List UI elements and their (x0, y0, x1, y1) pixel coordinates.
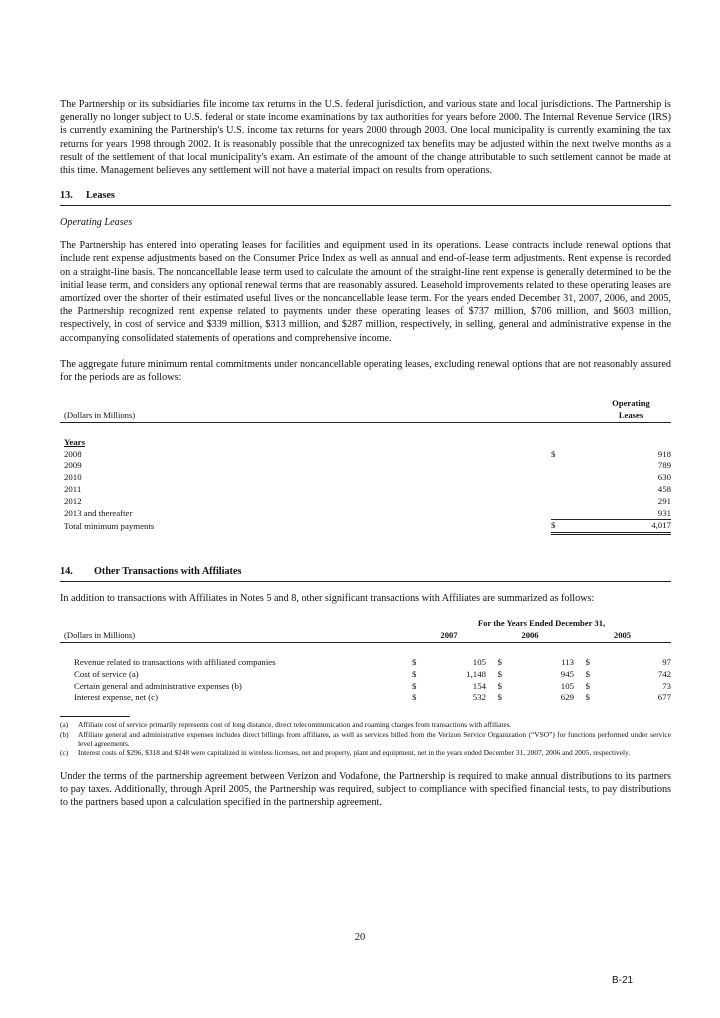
period-header: For the Years Ended December 31, (477, 618, 606, 629)
dollar-sign: $ (497, 668, 502, 679)
dollar-sign: $ (497, 680, 502, 691)
affiliate-value-2005: 677 (657, 692, 671, 703)
units-label: (Dollars in Millions) (64, 410, 136, 421)
affiliate-value-2006: 105 (560, 680, 574, 691)
year-header-2007: 2007 (440, 630, 458, 641)
affiliate-value-2005: 97 (662, 657, 671, 668)
lease-row-label: 2012 (64, 495, 82, 506)
footnote-marker: (b) (60, 729, 69, 739)
lease-row-value: 789 (657, 460, 671, 471)
affiliate-value-2007: 105 (472, 657, 486, 668)
affiliate-header-row (60, 630, 671, 642)
section-14-heading (60, 565, 671, 582)
section-13-number: 13. (60, 190, 73, 202)
dollar-sign: $ (497, 692, 502, 703)
affiliates-intro-paragraph: In addition to transactions with Affiliates in Notes 5 and 8, other significant transactions with Affiliates are summarized as follows: (60, 593, 595, 605)
lease-row-label: 2013 and thereafter (64, 507, 133, 518)
lease-row (60, 460, 671, 472)
years-label: Years (64, 436, 86, 447)
lease-total-label: Total minimum payments (64, 520, 155, 531)
exhibit-page-label: B-21 (612, 975, 634, 986)
dollar-sign: $ (585, 668, 590, 679)
lease-total-row (60, 520, 671, 534)
affiliate-value-2005: 73 (662, 680, 671, 691)
footnote-marker: (c) (60, 748, 69, 758)
years-label-row (60, 437, 671, 449)
footnote-marker: (a) (60, 720, 69, 730)
affiliate-row (60, 681, 671, 693)
dollar-sign: $ (412, 668, 417, 679)
lease-row-label: 2011 (64, 484, 82, 495)
affiliate-row-label: Cost of service (a) (74, 668, 139, 679)
affiliate-value-2006: 945 (560, 668, 574, 679)
affiliate-value-2006: 113 (561, 657, 574, 668)
footnote-separator (60, 716, 130, 717)
affiliate-row-label: Certain general and administrative expenses (b) (74, 680, 242, 691)
affiliate-row-label: Revenue related to transactions with affiliated companies (74, 657, 276, 668)
dollar-sign: $ (551, 520, 591, 534)
section-13-title: Leases (86, 190, 115, 202)
affiliate-row (60, 657, 671, 669)
leases-paragraph: The Partnership has entered into operating leases for facilities and equipment used in its operations. Lease contracts include renewal options that include rent expense adjustments based on the Consumer Price Index as well as annual and end-of-lease term adjustments. Rent expense is recorded on a straight-line basis. The noncancellable lease term used to calculate the amount of the straight-line rent expense is generally determined to be the initial lease term, and considers any optional renewal terms that are reasonably assured. Leasehold improvements related to these operating leases are amortized over the shorter of their estimated useful lives or the noncancellable lease term. For the years ended December 31, 2007, 2006, and 2005, the Partnership recognized rent expense related to payments under these operating leases of $737 million, $706 million, and $603 million, respectively, in cost of service and $339 million, $313 million, and $287 million, respectively, in selling, general and administrative expense in the accompanying consolidated statements of operations and comprehensive income. (60, 240, 671, 344)
dollar-sign: $ (551, 448, 556, 459)
year-header-2005: 2005 (613, 630, 632, 641)
footnote-b (60, 730, 671, 749)
affiliate-transactions-table (60, 618, 671, 704)
col-header-operating: Operating (612, 398, 650, 409)
affiliate-period-row (60, 618, 671, 630)
dollar-sign: $ (412, 692, 417, 703)
dollar-sign: $ (585, 657, 590, 668)
lease-commitments-table (60, 398, 671, 535)
affiliate-row-label: Interest expense, net (c) (74, 692, 159, 703)
section-14-number: 14. (60, 566, 73, 578)
affiliate-row (60, 669, 671, 681)
lease-row (60, 508, 671, 520)
dollar-sign: $ (585, 680, 590, 691)
lease-row (60, 496, 671, 508)
footnotes (60, 720, 671, 758)
dollar-sign: $ (497, 657, 502, 668)
dollar-sign: $ (585, 692, 590, 703)
lease-row-label: 2010 (64, 472, 82, 483)
tax-paragraph: The Partnership or its subsidiaries file income tax returns in the U.S. federal jurisdiction, and various state and local jurisdictions. The Partnership is generally no longer subject to U.S. federal or state income examinations by tax authorities for years before 2000. The Internal Revenue Service (IRS) is currently examining the Partnership's U.S. income tax returns for years 2000 through 2003. One local municipality is currently examining the tax returns for years 1998 through 2002. It is reasonably possible that the unrecognized tax benefits may be adjusted within the next twelve months as a result of the settlement of that local municipality's exam. An estimate of the amount of the change attributable to such settlement cannot be made at this time. Management believes any settlement will not have a material impact on results from operations. (60, 99, 671, 177)
lease-row-label: 2009 (64, 460, 82, 471)
year-header-2006: 2006 (521, 630, 539, 641)
dollar-sign: $ (412, 680, 417, 691)
operating-leases-subheading: Operating Leases (60, 217, 133, 229)
lease-table-header-2 (60, 410, 671, 422)
affiliate-value-2005: 742 (657, 668, 671, 679)
page-number: 20 (354, 932, 366, 943)
lease-table-header-1 (60, 398, 671, 410)
lease-row (60, 472, 671, 484)
section-13-heading (60, 189, 671, 206)
affiliate-value-2007: 154 (472, 680, 486, 691)
affiliate-value-2007: 1,148 (466, 668, 486, 679)
dollar-sign: $ (412, 657, 417, 668)
col-header-leases: Leases (618, 410, 644, 421)
document-page (60, 98, 671, 809)
lease-row-value: 630 (657, 472, 671, 483)
commitments-paragraph: The aggregate future minimum rental commitments under noncancellable operating leases, excluding renewal options that are not reasonably assured for the periods are as follows: (60, 358, 671, 384)
lease-row (60, 449, 671, 461)
footnote-text: Affiliate cost of service primarily represents cost of long distance, direct telecommunication and roaming charges from transactions with affiliates. (78, 720, 512, 730)
affiliate-value-2006: 629 (560, 692, 574, 703)
units-label: (Dollars in Millions) (64, 630, 136, 641)
lease-row-label: 2008 (64, 448, 82, 459)
footnote-c (60, 748, 671, 757)
footnote-text: Affiliate general and administrative expenses includes direct billings from affiliates, as well as services billed from the Verizon Service Organization (“VSO”) for functions performed under service level agreements. (78, 729, 671, 749)
section-14-title: Other Transactions with Affiliates (94, 566, 242, 578)
lease-row-value: 291 (657, 495, 671, 506)
affiliate-row (60, 692, 671, 704)
lease-row (60, 484, 671, 496)
lease-total-value: 4,017 (591, 520, 671, 534)
distributions-paragraph: Under the terms of the partnership agreement between Verizon and Vodafone, the Partnership is required to make annual distributions to its partners to pay taxes. Additionally, through April 2005, the Partnership was required, subject to compliance with specified financial tests, to pay distributions to the partners based upon a calculation specified in the partnership agreement. (60, 770, 671, 809)
footnote-a (60, 720, 671, 729)
affiliate-value-2007: 532 (472, 692, 486, 703)
lease-row-value: 918 (657, 448, 671, 459)
lease-row-value: 458 (657, 484, 671, 495)
footnote-text: Interest costs of $296, $318 and $248 were capitalized in wireless licenses, net and property, plant and equipment, net in the years ended December 31, 2007, 2006 and 2005, respectively. (78, 748, 631, 758)
lease-row-value: 931 (591, 508, 671, 520)
